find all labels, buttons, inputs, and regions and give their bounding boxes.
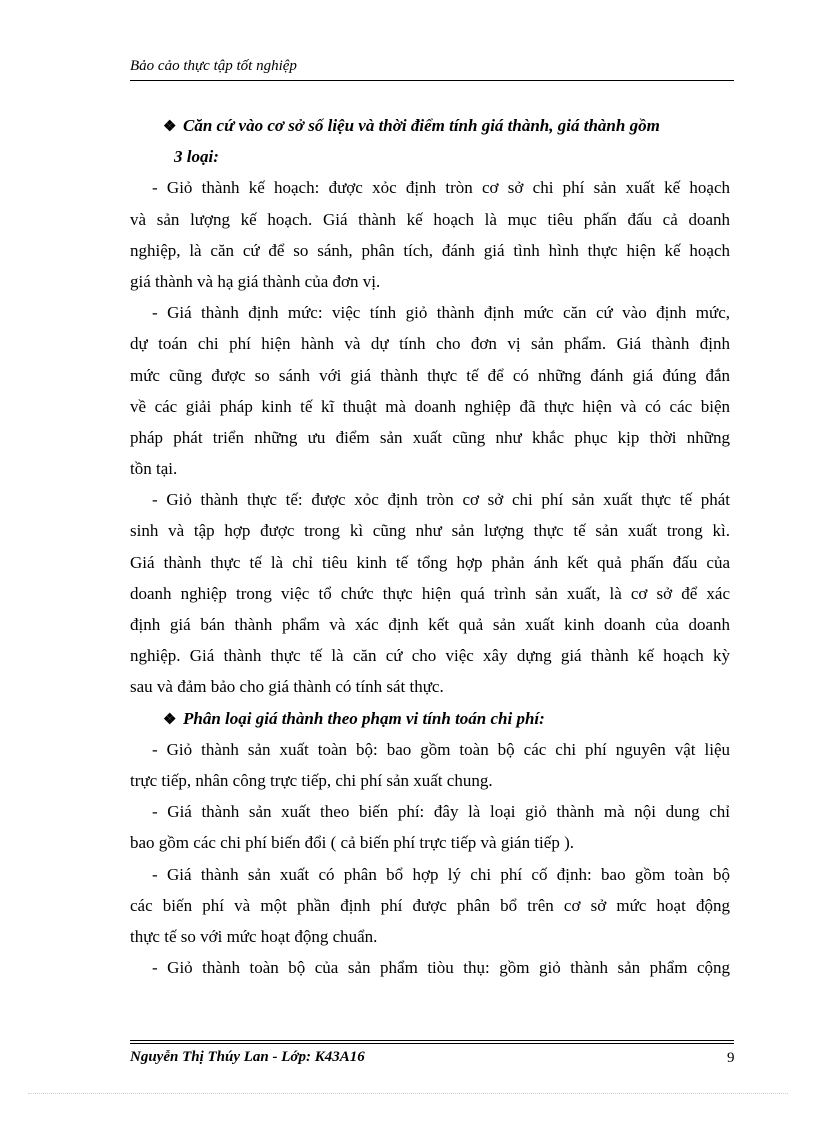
footer-divider [130, 1040, 734, 1041]
paragraph-line: trực tiếp, nhân công trực tiếp, chi phí sản xuất chung. [130, 770, 493, 790]
paragraph-line: định giá bán thành phẩm và xác định kết quả sản xuất kinh doanh của doanh [130, 615, 730, 634]
footer-divider [130, 1043, 734, 1044]
heading-text: Căn cứ vào cơ sở số liệu và thời điểm tính giá thành, giá thành gồm [183, 116, 660, 135]
diamond-bullet-icon: ❖ [163, 119, 177, 135]
diamond-bullet-icon: ❖ [163, 711, 177, 728]
footer-author: Nguyễn Thị Thúy Lan - Lớp: K43A16 [130, 1049, 365, 1065]
paragraph-line: pháp phát triển những ưu điểm sản xuất cũng như khắc phục kịp thời những [130, 427, 730, 447]
paragraph-line: các biến phí và một phần định phí được phân bổ trên cơ sở mức hoạt động [130, 895, 730, 915]
header-title: Bảo cảo thực tập tốt nghiệp [130, 58, 297, 74]
section-heading [130, 110, 730, 141]
paragraph-line: Giá thành thực tế là chỉ tiêu kinh tế tổng hợp phản ánh kết quả phấn đấu của [130, 552, 730, 572]
paragraph-line: và sản lượng kế hoạch. Giá thành kế hoạch là mục tiêu phấn đấu cả doanh [130, 209, 730, 229]
paragraph-line: - Giỏ thành toàn bộ của sản phẩm tiòu thụ: gồm giỏ thành sản phẩm cộng [152, 958, 730, 978]
paragraph-line: doanh nghiệp trong việc tổ chức thực hiện quá trình sản xuất, là cơ sở để xác [130, 583, 730, 603]
paragraph-line: mức cũng được so sánh với giá thành thực tế để có những đánh giá đúng đắn [130, 365, 730, 385]
paragraph-line: sau và đảm bảo cho giá thành có tính sát thực. [130, 677, 444, 697]
paragraph-line: - Giỏ thành kế hoạch: được xỏc định tròn cơ sở chi phí sản xuất kế hoạch [152, 178, 730, 198]
paragraph-line: nghiệp, là căn cứ để so sánh, phân tích, đánh giá tình hình thực hiện kế hoạch [130, 240, 730, 260]
paragraph-line: dự toán chi phí hiện hành và dự tính cho đơn vị sản phẩm. Giá thành định [130, 334, 730, 354]
paragraph-line: - Giỏ thành thực tế: được xỏc định tròn cơ sở chi phí sản xuất thực tế phát [152, 490, 730, 510]
paragraph-line: - Giỏ thành sản xuất toàn bộ: bao gồm toàn bộ các chi phí nguyên vật liệu [152, 739, 730, 759]
paragraph-line: - Giá thành sản xuất có phân bổ hợp lý chi phí cố định: bao gồm toàn bộ [152, 864, 730, 884]
paragraph-line: về các giải pháp kinh tế kĩ thuật mà doanh nghiệp đã thực hiện và có các biện [130, 396, 730, 416]
paragraph-line: thực tế so với mức hoạt động chuẩn. [130, 926, 378, 946]
paragraph-line: tồn tại. [130, 459, 178, 479]
section-heading [130, 703, 730, 734]
page-bottom-dotted-line [28, 1093, 788, 1094]
paragraph-line: nghiệp. Giá thành thực tế là căn cứ cho việc xây dựng giá thành kế hoạch kỳ [130, 646, 730, 666]
heading-text: Phân loại giá thành theo phạm vi tính toán chi phí: [183, 708, 545, 728]
paragraph-line: giá thành và hạ giá thành của đơn vị. [130, 271, 381, 291]
page-number: 9 [727, 1050, 735, 1066]
paragraph-line: - Giá thành sản xuất theo biến phí: đây là loại giỏ thành mà nội dung chỉ [152, 802, 730, 822]
section-heading-continuation: 3 loại: [174, 147, 219, 167]
paragraph-line: bao gồm các chi phí biến đổi ( cả biến phí trực tiếp và gián tiếp ). [130, 833, 574, 853]
page-content [130, 110, 730, 983]
paragraph-line: - Giá thành định mức: việc tính giỏ thành định mức căn cứ vào định mức, [152, 303, 730, 323]
paragraph-line: sinh và tập hợp được trong kì cũng như sản lượng thực tế sản xuất trong kì. [130, 521, 730, 541]
page-header [130, 56, 734, 81]
